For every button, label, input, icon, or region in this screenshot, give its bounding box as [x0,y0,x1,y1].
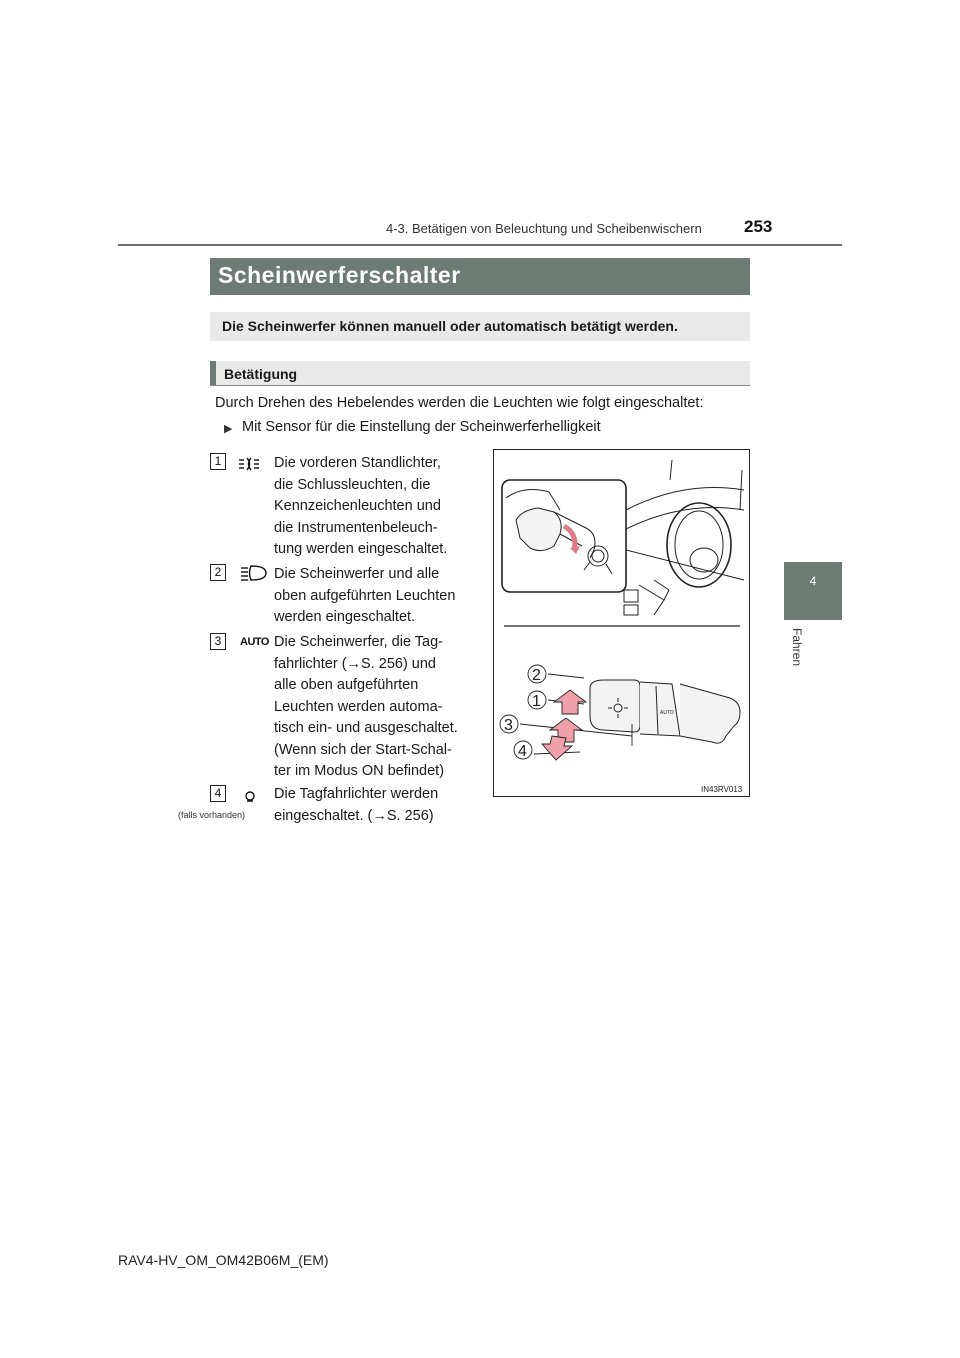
switch-auto-label: AUTO [660,710,674,716]
chapter-number: 4 [809,574,817,588]
illustration-drawing [494,450,749,796]
paragraph: Durch Drehen des Hebelendes werden die Leuchten wie folgt eingeschaltet: [215,395,704,411]
subheading: Betätigung [224,366,298,382]
item-line: alle oben aufgeführten [274,677,419,693]
callout-4: 4 [518,743,527,760]
illustration-code: IN43RV013 [701,785,743,794]
callout-1: 1 [532,693,541,710]
item-line: Die vorderen Standlichter, [274,455,441,471]
up-arrow-icon [554,690,586,714]
item-line: tung werden eingeschaltet. [274,541,448,557]
headlight-switch-illustration [493,449,750,797]
intro-text: Die Scheinwerfer können manuell oder automatisch betätigt werden. [222,318,678,334]
item-line: (Wenn sich der Start-Schal- [274,741,452,758]
callout-3: 3 [504,717,513,734]
tail-light-icon [238,456,268,472]
item-line: werden eingeschaltet. [274,609,416,625]
item-line: tisch ein- und ausgeschaltet. [274,720,458,736]
bullet-triangle-icon: ▶ [224,423,233,435]
item-number-2: 2 [210,564,226,581]
item-line: Die Scheinwerfer, die Tag- [274,634,443,650]
item-line: Leuchten werden automa- [274,698,443,715]
headlight-icon [240,565,270,581]
item-line: oben aufgeführten Leuchten [274,587,456,604]
item-number-1: 1 [210,453,226,470]
item-number-3: 3 [210,633,226,650]
item-line: die Schlussleuchten, die [274,476,431,493]
item-text-2 [274,564,471,629]
optional-note: (falls vorhanden) [178,810,246,820]
item-line: die Instrumentenbeleuch- [274,519,438,536]
item-line: Kennzeichenleuchten und [274,498,441,514]
chapter-tab [784,562,842,620]
chapter-label: Fahren [790,628,804,667]
bullet-text: Mit Sensor für die Einstellung der Scheinwerferhelligkeit [242,419,601,435]
page-title: Scheinwerferschalter [218,262,461,288]
item-text-1 [274,453,471,561]
page-number: 253 [744,217,773,236]
header-rule [118,244,842,246]
auto-icon: AUTO [240,636,269,648]
item-line: Die Scheinwerfer und alle [274,566,440,582]
item-number-4: 4 [210,785,226,802]
callout-2: 2 [532,667,541,684]
section-title: 4-3. Betätigen von Beleuchtung und Scheibenwischern [386,221,702,236]
item-text-4 [274,784,471,827]
daytime-running-light-icon [242,789,272,805]
item-line: eingeschaltet. (→S. 256) [274,807,434,824]
subheading-accent [210,361,216,385]
footer-code: RAV4-HV_OM_OM42B06M_(EM) [118,1252,329,1268]
item-line: ter im Modus ON befindet) [274,763,445,779]
item-line: fahrlichter (→S. 256) und [274,655,436,672]
item-line: Die Tagfahrlichter werden [274,786,439,802]
item-text-3 [274,632,471,783]
